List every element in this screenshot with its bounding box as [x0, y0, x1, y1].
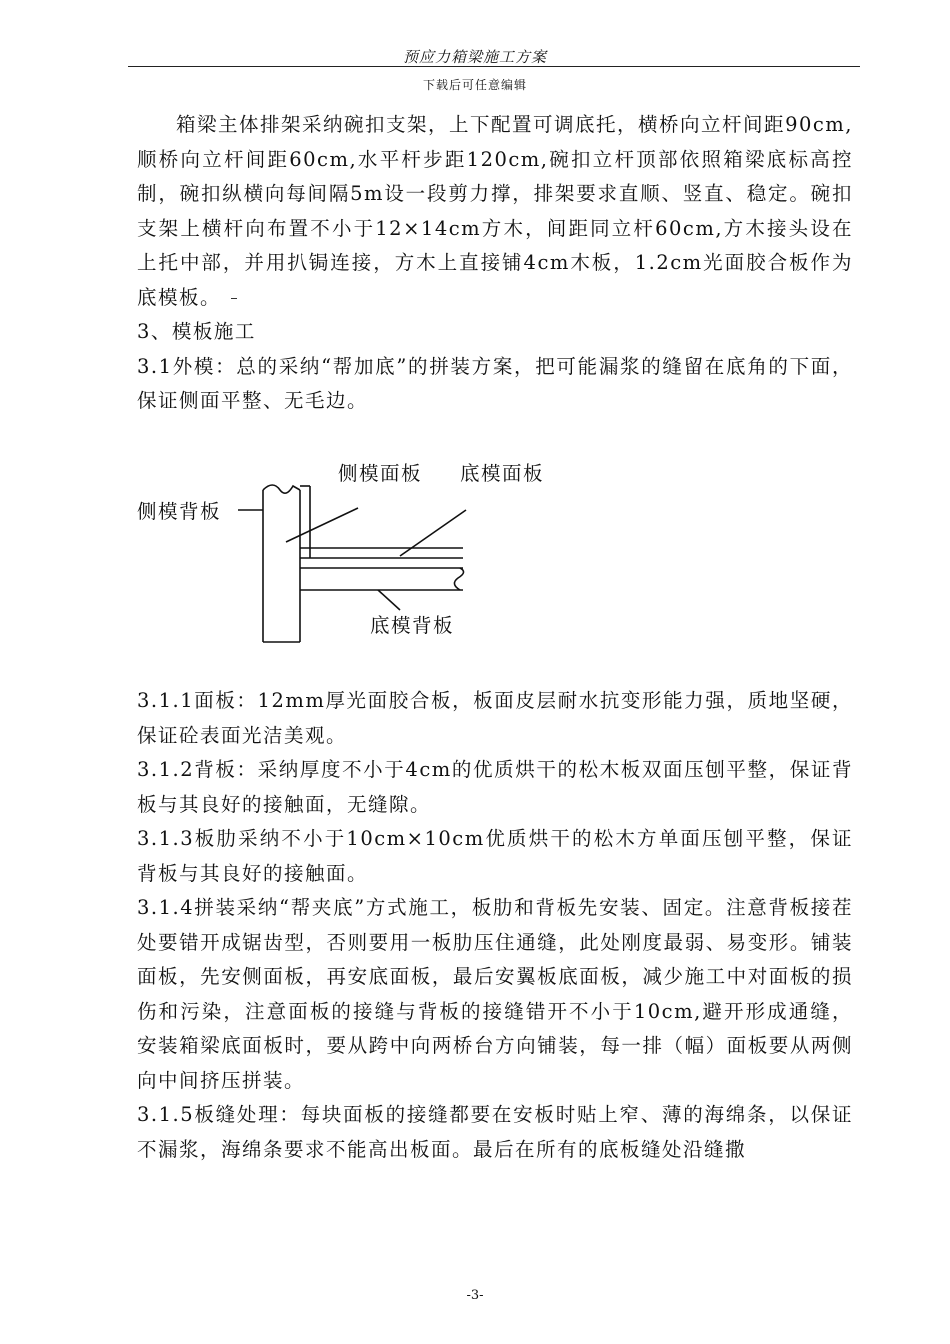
break-mark-top	[263, 485, 300, 493]
paragraph-3-1-4: 3.1.4拼装采纳“帮夹底”方式施工，板肋和背板先安装、固定。注意背板接茬处要错开成锯齿型，否则要用一板肋压住通缝，此处刚度最弱、易变形。铺装面板，先安侧面板，再安底面板，最后安翼板底面板，减少施工中对面板的损伤和污染，注意面板的接缝与背板的接缝错开不小于10cm,避开形成通缝，安装箱梁底面板时，要从跨中向两桥台方向铺装，每一排（幅）面板要从两侧向中间挤压拼装。	[137, 896, 853, 1092]
paragraph-support-frame	[137, 108, 853, 315]
section-heading-formwork: 3、模板施工	[137, 320, 256, 343]
label-side-back-board: 侧模背板	[137, 500, 222, 523]
page-number: -3-	[466, 1288, 484, 1303]
paragraph-3-1-1: 3.1.1面板：12mm厚光面胶合板，板面皮层耐水抗变形能力强，质地坚硬，保证砼表面光洁美观。	[137, 689, 853, 747]
label-side-face-board: 侧模面板	[338, 462, 423, 485]
paragraph-3-1-3: 3.1.3板肋采纳不小于10cm×10cm优质烘干的松木方单面压刨平整，保证背板与其良好的接触面。	[137, 827, 853, 885]
formwork-diagram	[128, 450, 588, 650]
body-text-top	[137, 108, 853, 419]
stray-mark	[231, 298, 237, 299]
paragraph-text: 箱梁主体排架采纳碗扣支架，上下配置可调底托，横桥向立杆间距90cm,顺桥向立杆间距60cm,水平杆步距120cm,碗扣立杆顶部依照箱梁底标高控制，碗扣纵横向每间隔5m设一段剪力撑，排架要求直顺、竖直、稳定。碗扣支架上横杆向布置不小于12×14cm方木，间距同立杆60cm,方木接头设在上托中部，并用扒锔连接，方木上直接铺4cm木板，1.2cm光面胶合板作为底模板。	[137, 113, 853, 309]
body-text-bottom	[137, 684, 853, 1167]
header-title: 预应力箱梁施工方案	[402, 48, 547, 66]
paragraph-outer-mold: 3.1外模：总的采纳“帮加底”的拼装方案，把可能漏浆的缝留在底角的下面，保证侧面平整、无毛边。	[137, 354, 853, 412]
paragraph-3-1-5: 3.1.5板缝处理：每块面板的接缝都要在安板时贴上窄、薄的海绵条，以保证不漏浆，海绵条要求不能高出板面。最后在所有的底板缝处沿缝撒	[137, 1103, 853, 1161]
break-mark-right	[454, 568, 463, 590]
leader-bottom-back	[378, 590, 400, 610]
label-bottom-face-board: 底模面板	[460, 462, 545, 485]
paragraph-3-1-2: 3.1.2背板：采纳厚度不小于4cm的优质烘干的松木板双面压刨平整，保证背板与其良好的接触面，无缝隙。	[137, 758, 853, 816]
header-subtitle: 下载后可任意编辑	[422, 78, 527, 92]
header-rule	[128, 66, 860, 67]
leader-bottom-face	[400, 510, 466, 556]
label-bottom-back-board: 底模背板	[370, 614, 455, 637]
leader-side-face	[286, 508, 358, 542]
